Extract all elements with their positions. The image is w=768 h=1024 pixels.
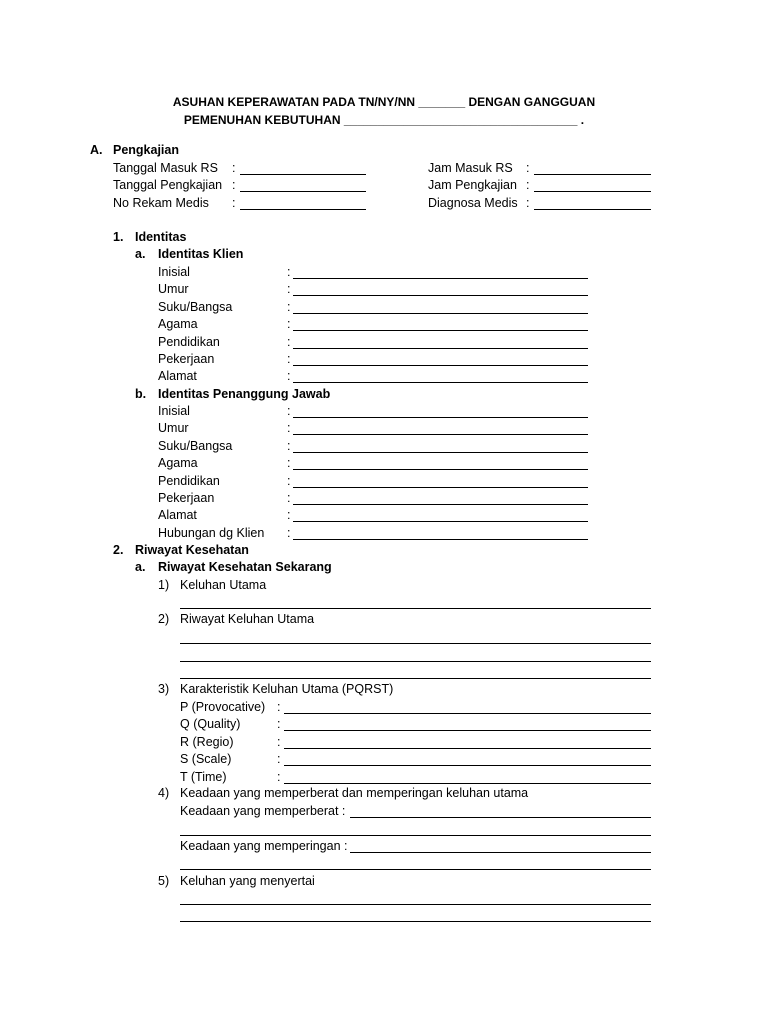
colon: : xyxy=(277,717,281,732)
colon: : xyxy=(287,491,291,505)
item-5-number: 5) xyxy=(158,874,170,888)
pj-field-inisial[interactable] xyxy=(293,417,588,418)
document-title-line-1: ASUHAN KEPERAWATAN PADA TN/NY/NN _______ DENGAN GANGGUAN xyxy=(172,95,596,109)
item-karakteristik-keluhan: Karakteristik Keluhan Utama (PQRST) xyxy=(180,682,394,696)
colon: : xyxy=(287,282,291,297)
pqrst-field-q-quality[interactable] xyxy=(284,730,651,731)
colon: : xyxy=(526,161,530,175)
item-4-number: 4) xyxy=(158,786,170,800)
colon: : xyxy=(287,265,291,279)
field-keluhan-utama[interactable] xyxy=(180,608,651,609)
field-keluhan-menyertai-1[interactable] xyxy=(180,904,651,905)
label-memperingan: Keadaan yang memperingan : xyxy=(180,839,348,853)
subsection-riwayat-sekarang: Riwayat Kesehatan Sekarang xyxy=(158,560,332,574)
colon: : xyxy=(287,473,291,488)
klien-field-suku-bangsa[interactable] xyxy=(293,313,588,314)
subsection-a-letter: a. xyxy=(135,560,146,574)
klien-label-pendidikan: Pendidikan xyxy=(158,334,220,349)
pj-label-alamat: Alamat xyxy=(158,508,197,523)
pqrst-field-s-scale[interactable] xyxy=(284,765,651,766)
pqrst-label-s-scale: S (Scale) xyxy=(180,752,232,767)
label-jam-pengkajian: Jam Pengkajian xyxy=(428,178,517,192)
field-memperberat-2[interactable] xyxy=(180,835,651,836)
field-no-rekam-medis[interactable] xyxy=(240,209,366,210)
field-memperberat[interactable] xyxy=(350,817,651,818)
pj-label-pendidikan: Pendidikan xyxy=(158,473,220,488)
klien-field-pekerjaan[interactable] xyxy=(293,365,588,366)
field-jam-pengkajian[interactable] xyxy=(534,191,651,192)
klien-label-inisial: Inisial xyxy=(158,265,190,279)
item-keadaan: Keadaan yang memperberat dan memperingan keluhan utama xyxy=(180,786,529,800)
label-tanggal-masuk-rs: Tanggal Masuk RS xyxy=(113,161,218,175)
colon: : xyxy=(287,317,291,332)
pj-label-inisial: Inisial xyxy=(158,404,190,418)
colon: : xyxy=(287,525,291,540)
label-diagnosa-medis: Diagnosa Medis xyxy=(428,196,518,210)
section-a-title: Pengkajian xyxy=(113,143,179,157)
label-tanggal-pengkajian: Tanggal Pengkajian xyxy=(113,178,223,192)
pj-field-suku-bangsa[interactable] xyxy=(293,452,588,453)
label-memperberat: Keadaan yang memperberat : xyxy=(180,804,346,818)
field-keluhan-menyertai-2[interactable] xyxy=(180,921,651,922)
pqrst-label-t-time: T (Time) xyxy=(180,769,227,784)
field-memperingan-2[interactable] xyxy=(180,869,651,870)
item-2-number: 2) xyxy=(158,612,170,626)
colon: : xyxy=(277,769,281,784)
field-tanggal-masuk-rs[interactable] xyxy=(240,174,366,175)
colon: : xyxy=(232,178,236,192)
field-riwayat-keluhan-2[interactable] xyxy=(180,661,651,662)
colon: : xyxy=(287,404,291,418)
pqrst-label-q-quality: Q (Quality) xyxy=(180,717,241,732)
colon: : xyxy=(526,196,530,210)
klien-label-alamat: Alamat xyxy=(158,369,197,384)
section-2-title: Riwayat Kesehatan xyxy=(135,543,249,557)
colon: : xyxy=(277,752,281,767)
pj-field-hubungan-dg-klien[interactable] xyxy=(293,539,588,540)
colon: : xyxy=(277,700,281,714)
klien-label-umur: Umur xyxy=(158,282,189,297)
item-3-number: 3) xyxy=(158,682,170,696)
pqrst-label-r-regio: R (Regio) xyxy=(180,734,234,749)
subsection-b-letter: b. xyxy=(135,387,147,401)
pj-label-agama: Agama xyxy=(158,456,198,471)
pj-label-suku-bangsa: Suku/Bangsa xyxy=(158,438,233,453)
field-diagnosa-medis[interactable] xyxy=(534,209,651,210)
section-1-number: 1. xyxy=(113,230,124,244)
field-tanggal-pengkajian[interactable] xyxy=(240,191,366,192)
colon: : xyxy=(287,299,291,314)
item-keluhan-utama: Keluhan Utama xyxy=(180,578,267,592)
colon: : xyxy=(287,352,291,366)
subsection-penanggung-jawab: Identitas Penanggung Jawab xyxy=(158,387,331,401)
pj-field-pekerjaan[interactable] xyxy=(293,504,588,505)
section-2-number: 2. xyxy=(113,543,124,557)
colon: : xyxy=(526,178,530,192)
item-1-number: 1) xyxy=(158,578,170,592)
pj-field-alamat[interactable] xyxy=(293,521,588,522)
field-memperingan[interactable] xyxy=(350,852,651,853)
pj-field-pendidikan[interactable] xyxy=(293,487,588,488)
field-riwayat-keluhan-3[interactable] xyxy=(180,678,651,679)
pj-field-agama[interactable] xyxy=(293,469,588,470)
klien-field-alamat[interactable] xyxy=(293,382,588,383)
colon: : xyxy=(287,369,291,384)
pqrst-label-p-provocative: P (Provocative) xyxy=(180,700,266,714)
pqrst-field-p-provocative[interactable] xyxy=(284,713,651,714)
colon: : xyxy=(287,508,291,523)
klien-field-inisial[interactable] xyxy=(293,278,588,279)
label-jam-masuk-rs: Jam Masuk RS xyxy=(428,161,513,175)
field-jam-masuk-rs[interactable] xyxy=(534,174,651,175)
colon: : xyxy=(287,438,291,453)
section-a-letter: A. xyxy=(90,143,103,157)
section-1-title: Identitas xyxy=(135,230,187,244)
colon: : xyxy=(287,334,291,349)
klien-label-suku-bangsa: Suku/Bangsa xyxy=(158,299,233,314)
colon: : xyxy=(287,456,291,471)
item-keluhan-menyertai: Keluhan yang menyertai xyxy=(180,874,315,888)
colon: : xyxy=(232,196,236,210)
klien-field-umur[interactable] xyxy=(293,295,588,296)
colon: : xyxy=(287,421,291,436)
klien-field-agama[interactable] xyxy=(293,330,588,331)
label-no-rekam-medis: No Rekam Medis xyxy=(113,196,209,210)
pj-label-hubungan-dg-klien: Hubungan dg Klien xyxy=(158,525,265,540)
document-title-line-2: PEMENUHAN KEBUTUHAN ___________________________________ . xyxy=(183,113,585,127)
pqrst-field-t-time[interactable] xyxy=(284,783,651,784)
pj-field-umur[interactable] xyxy=(293,434,588,435)
klien-label-agama: Agama xyxy=(158,317,198,332)
item-riwayat-keluhan-utama: Riwayat Keluhan Utama xyxy=(180,612,315,626)
colon: : xyxy=(232,161,236,175)
field-riwayat-keluhan-1[interactable] xyxy=(180,643,651,644)
pj-label-umur: Umur xyxy=(158,421,189,436)
colon: : xyxy=(277,734,281,749)
pqrst-field-r-regio[interactable] xyxy=(284,748,651,749)
subsection-identitas-klien: Identitas Klien xyxy=(158,247,244,261)
subsection-a-letter: a. xyxy=(135,247,146,261)
klien-field-pendidikan[interactable] xyxy=(293,348,588,349)
klien-label-pekerjaan: Pekerjaan xyxy=(158,352,215,366)
pj-label-pekerjaan: Pekerjaan xyxy=(158,491,215,505)
